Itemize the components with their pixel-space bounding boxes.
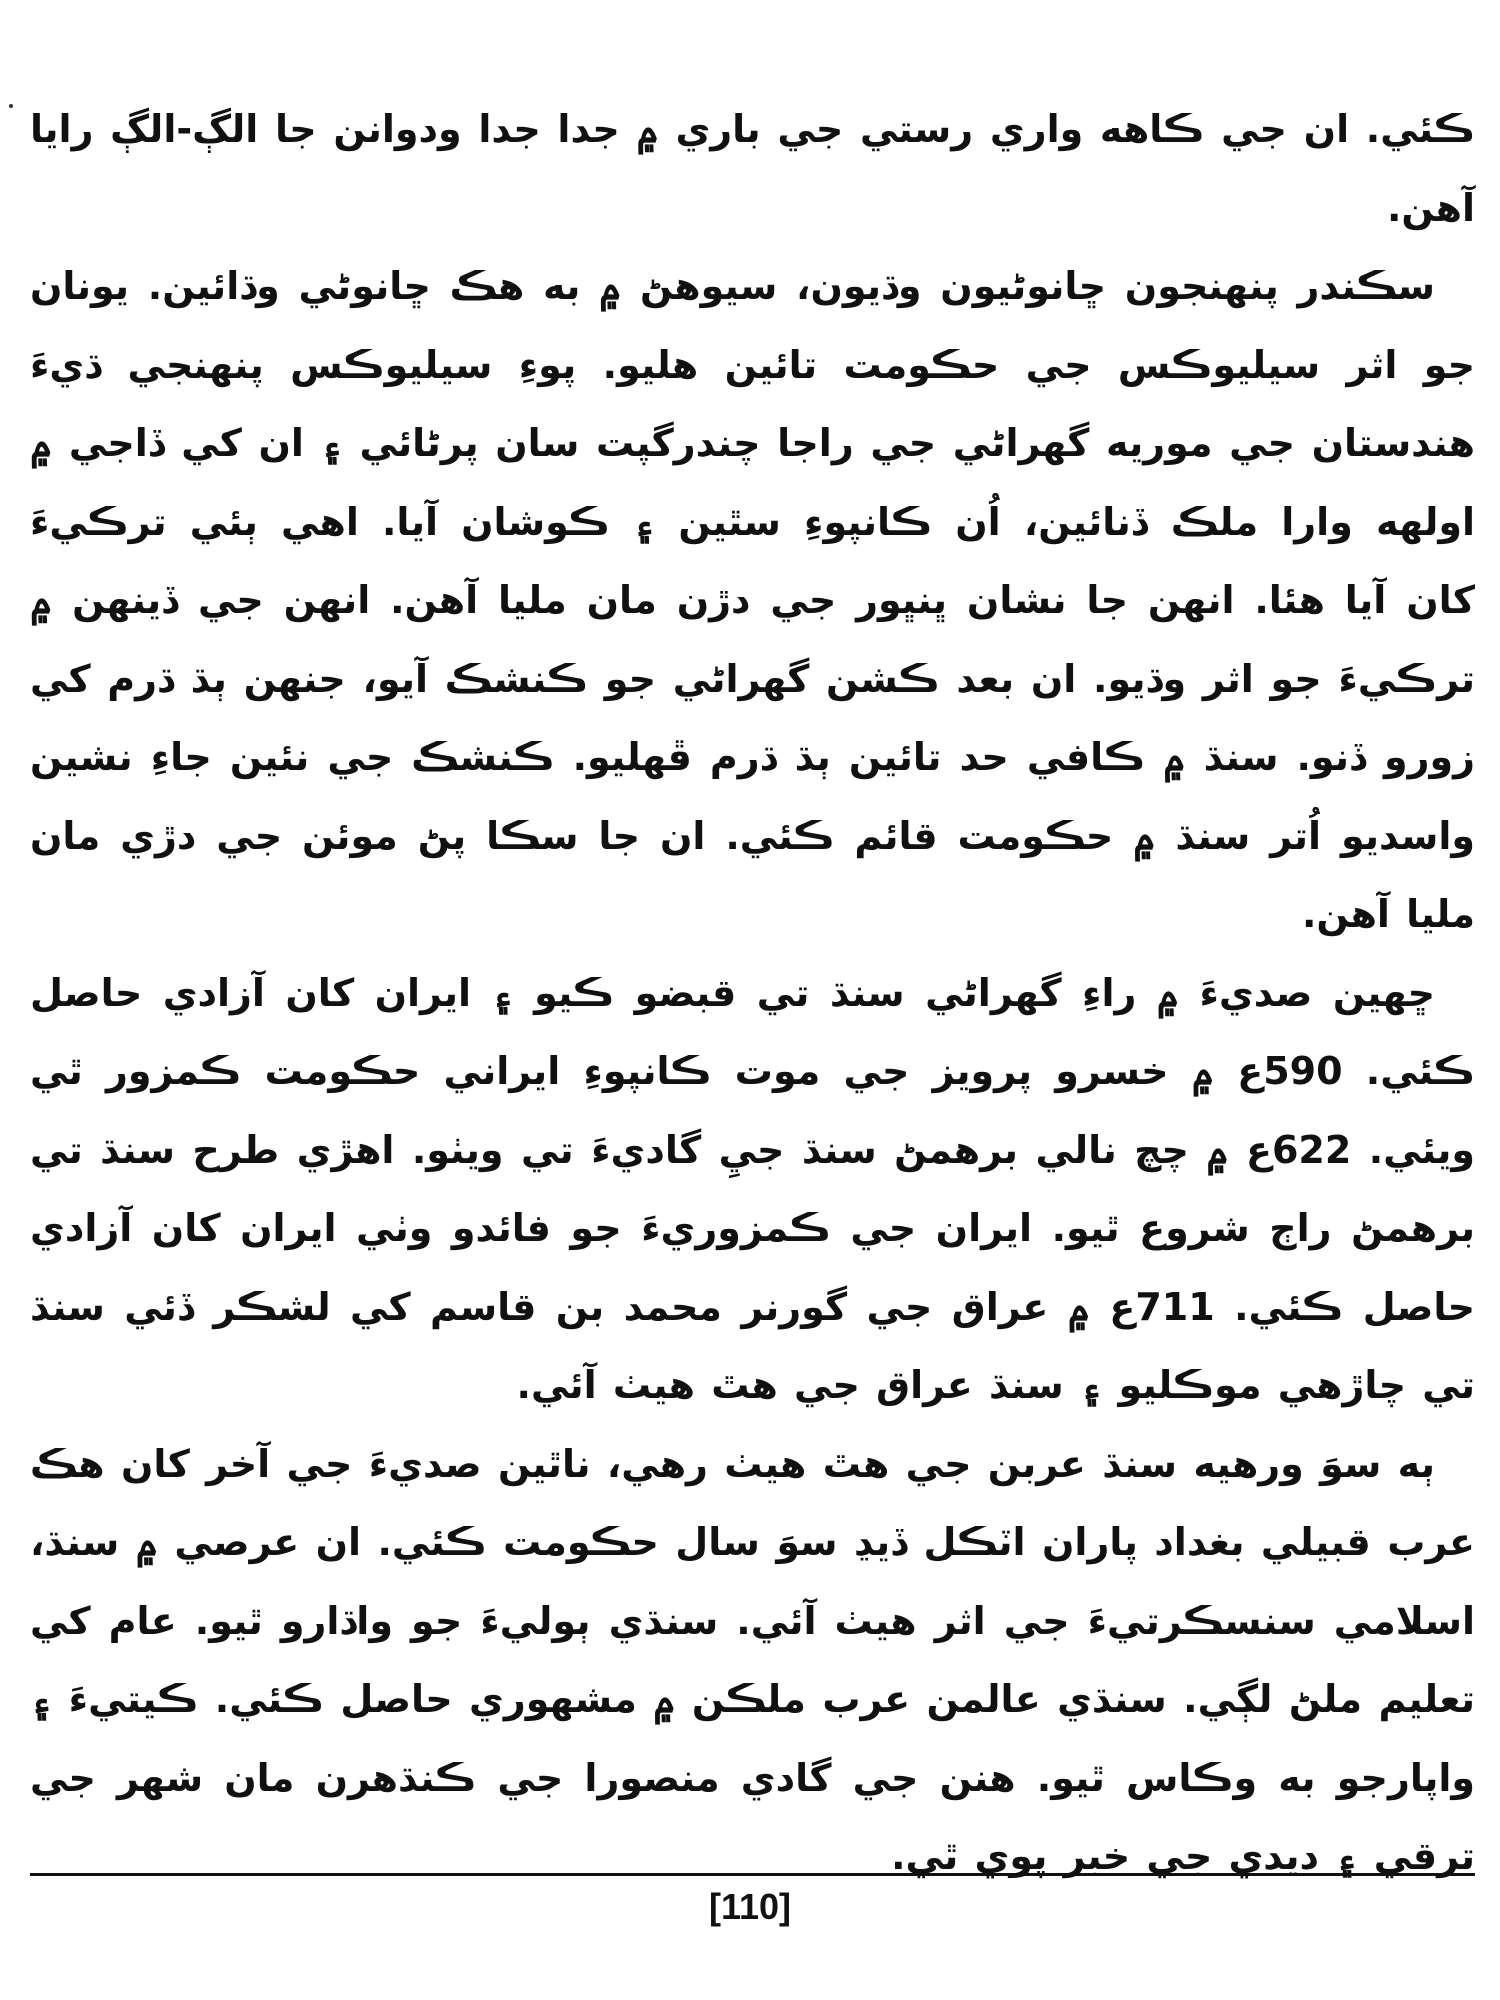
paragraph-2: سڪندر پنهنجون ڇانوڻيون وڌيون، سيوهڻ ۾ به هڪ ڇانوڻي وڌائين. يونان جو اثر سيليوڪس جي حڪومت تائين هليو. پوءِ سيليوڪس پنهنجي ڌيءَ هندستان جي موريه گهراڻي جي راجا چندرگپت سان پرڻائي ۽ ان کي ڏاجي ۾ اولهه وارا ملڪ ڏنائين، اُن ڪانپوءِ سٿين ۽ ڪوشان آيا. اهي ٻئي ترڪيءَ کان آيا هئا. انهن جا نشان ڀنڀور جي دڙن مان مليا آهن. انهن جي ڏينهن ۾ ترڪيءَ جو اثر وڌيو. ان بعد ڪشن گهراڻي جو ڪنشڪ آيو، جنهن ٻڌ ڌرم کي زورو ڏنو. سنڌ ۾ ڪافي حد تائين ٻڌ ڌرم ڦهليو. ڪنشڪ جي نئين جاءِ نشين واسديو اُتر سنڌ ۾ حڪومت قائم ڪئي. ان جا سڪا پڻ موئن جي دڙي مان مليا آهن.	[30, 264, 1475, 936]
paragraph-3: ڇهين صديءَ ۾ راءِ گهراڻي سنڌ تي قبضو ڪيو ۽ ايران کان آزادي حاصل ڪئي. 590ع ۾ خسرو پرويز جي موت ڪانپوءِ ايراني حڪومت ڪمزور ٿي ويئي. 622ع ۾ چچ نالي برهمڻ سنڌ جيِ گاديءَ تي ويٺو. اهڙي طرح سنڌ تي برهمڻ راڄ شروع ٿيو. ايران جي ڪمزوريءَ جو فائدو وٺي ايران کان آزادي حاصل ڪئي. 711ع ۾ عراق جي گورنر محمد بن قاسم کي لشڪر ڏئي سنڌ تي چاڙهي موڪليو ۽ سنڌ عراق جي هٿ هيٺ آئي.	[30, 970, 1475, 1407]
page-body	[30, 90, 1475, 1878]
scan-speck	[9, 104, 13, 108]
paragraph-4: ٻه سوَ ورهيه سنڌ عربن جي هٿ هيٺ رهي، ناٿين صديءَ جي آخر کان هڪ عرب قبيلي بغداد پاران اٽڪل ڏيڍ سوَ سال حڪومت ڪئي. ان عرصي ۾ سنڌ، اسلامي سنسڪرتيءَ جي اثر هيٺ آئي. سنڌي ٻوليءَ جو واڌارو ٿيو. عام کي تعليم ملڻ لڳي. سنڌي عالمن عرب ملڪن ۾ مشهوري حاصل ڪئي. ڪيتيءَ ۽ واپارجو به وڪاس ٿيو. هنن جي گادي منصورا جي ڪنڌهرن مان شهر جي ترقي ۽ ديدي جي خبر پوي ٿي.	[30, 1441, 1475, 1878]
page-number: [110]	[708, 1886, 792, 1927]
paragraph-1: ڪئي. ان جي ڪاهه واري رستي جي باري ۾ جدا جدا ودوانن جا الڳ-الڳ رايا آهن.	[30, 107, 1475, 230]
footer-rule	[30, 1873, 1475, 1876]
